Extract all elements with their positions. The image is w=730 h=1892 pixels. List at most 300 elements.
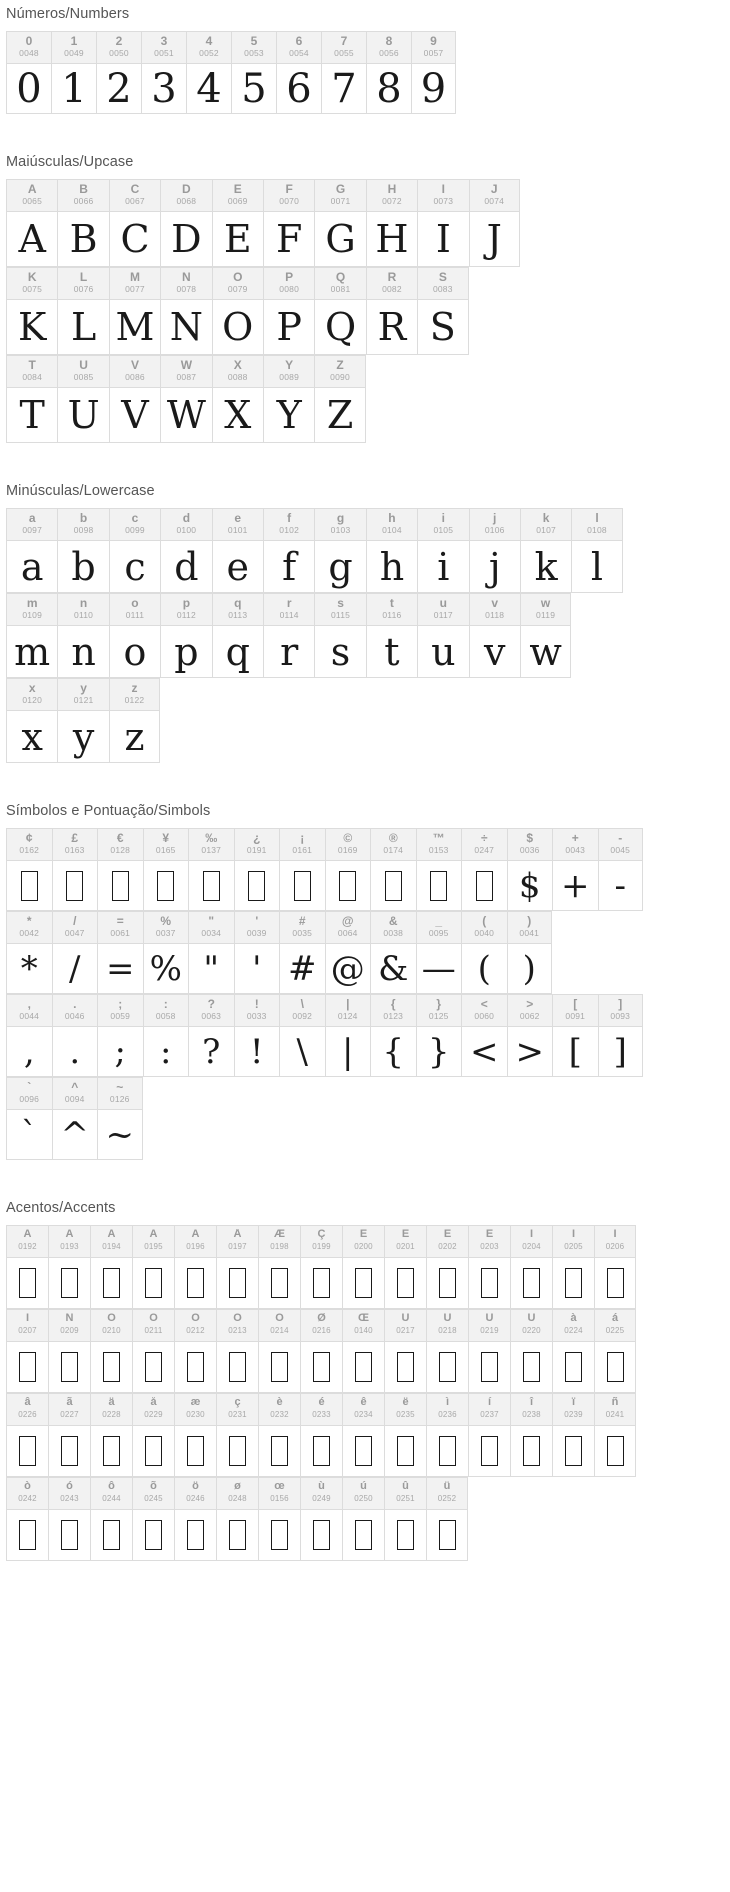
glyph-cell[interactable] [216, 1477, 258, 1561]
glyph-cell[interactable] [370, 994, 416, 1077]
glyph-cell[interactable] [234, 911, 280, 994]
glyph-cell[interactable] [314, 267, 365, 355]
glyph-code-label: 0102 [279, 526, 299, 535]
glyph-cell[interactable] [6, 1225, 48, 1309]
glyph-cell[interactable] [6, 31, 51, 114]
glyph-code-label: 0207 [18, 1327, 37, 1335]
glyph-header [144, 912, 189, 944]
glyph-cell[interactable] [96, 31, 141, 114]
glyph-code-label: 0055 [334, 49, 354, 58]
glyph-code-label: 0213 [228, 1327, 247, 1335]
section-spacer [0, 120, 730, 148]
glyph-cell[interactable] [520, 593, 571, 678]
missing-glyph-icon [523, 1352, 540, 1382]
glyph-preview [175, 1342, 216, 1392]
glyph-preview [7, 1426, 48, 1476]
glyph-character-label: @ [341, 915, 354, 928]
glyph-header [91, 1394, 132, 1426]
glyph-code-label: 0079 [227, 285, 248, 294]
glyph-code-label: 0098 [73, 526, 94, 535]
glyph-character-label: E [233, 183, 242, 196]
glyph-cell[interactable] [90, 1225, 132, 1309]
glyph-header [511, 1226, 552, 1258]
glyph-cell[interactable] [342, 1309, 384, 1393]
glyph-code-label: 0232 [270, 1411, 289, 1419]
glyph-header [469, 1310, 510, 1342]
glyph-preview: m [14, 629, 51, 674]
glyph-cell[interactable] [507, 994, 553, 1077]
glyph-cell[interactable] [314, 508, 365, 593]
glyph-preview [385, 1510, 426, 1560]
glyph-preview: S [429, 305, 456, 349]
glyph-cell[interactable] [52, 1077, 98, 1160]
glyph-cell[interactable] [594, 1393, 636, 1477]
glyph-cell[interactable] [300, 1225, 342, 1309]
glyph-character-label: í [487, 1397, 492, 1408]
glyph-cell[interactable] [109, 593, 160, 678]
glyph-cell[interactable] [188, 994, 234, 1077]
glyph-cell[interactable] [370, 828, 416, 911]
glyph-header [161, 268, 211, 300]
glyph-character-label: F [285, 183, 293, 196]
glyph-cell[interactable] [109, 179, 160, 267]
glyph-header [264, 594, 314, 626]
glyph-cell[interactable] [370, 911, 416, 994]
glyph-character-label: - [618, 832, 623, 845]
glyph-cell[interactable] [132, 1477, 174, 1561]
glyph-cell[interactable] [321, 31, 366, 114]
glyph-preview: \ [296, 1031, 308, 1072]
glyph-code-label: 0081 [330, 285, 351, 294]
glyph-code-label: 0046 [64, 1012, 85, 1021]
glyph-cell[interactable] [258, 1393, 300, 1477]
glyph-character-label: Ì [529, 1229, 534, 1240]
glyph-cell[interactable] [366, 179, 417, 267]
glyph-cell[interactable] [109, 508, 160, 593]
glyph-cell[interactable] [188, 828, 234, 911]
glyph-cell[interactable] [279, 828, 325, 911]
glyph-cell[interactable] [6, 828, 52, 911]
glyph-cell[interactable] [384, 1309, 426, 1393]
glyph-cell[interactable] [314, 355, 365, 443]
glyph-row [6, 1077, 730, 1160]
missing-glyph-icon [313, 1352, 330, 1382]
glyph-character-label: p [182, 597, 191, 610]
glyph-header [367, 180, 417, 212]
glyph-cell[interactable] [48, 1225, 90, 1309]
glyph-character-label: 5 [250, 35, 258, 48]
glyph-cell[interactable] [468, 1393, 510, 1477]
glyph-character-label: = [116, 915, 124, 928]
glyph-cell[interactable] [57, 179, 108, 267]
glyph-character-label: [ [573, 998, 578, 1011]
glyph-cell[interactable] [97, 994, 143, 1077]
glyph-cell[interactable] [426, 1393, 468, 1477]
glyph-code-label: 0093 [610, 1012, 631, 1021]
glyph-cell[interactable] [325, 828, 371, 911]
glyph-row [6, 911, 730, 994]
glyph-cell[interactable] [52, 994, 98, 1077]
glyph-cell[interactable] [188, 911, 234, 994]
glyph-preview [371, 861, 416, 910]
glyph-header [417, 995, 462, 1027]
glyph-cell[interactable] [6, 355, 57, 443]
glyph-cell[interactable] [109, 355, 160, 443]
glyph-cell[interactable] [469, 179, 520, 267]
glyph-cell[interactable] [48, 1393, 90, 1477]
glyph-cell[interactable] [417, 179, 468, 267]
glyph-header [469, 1394, 510, 1426]
glyph-code-label: 0104 [382, 526, 402, 535]
glyph-cell[interactable] [6, 1309, 48, 1393]
glyph-preview [98, 861, 143, 910]
glyph-cell[interactable] [174, 1477, 216, 1561]
glyph-cell[interactable] [212, 179, 263, 267]
glyph-character-label: Ë [485, 1229, 494, 1240]
glyph-cell[interactable] [314, 179, 365, 267]
glyph-code-label: 0119 [536, 611, 556, 620]
glyph-preview: L [70, 305, 97, 349]
glyph-preview [91, 1426, 132, 1476]
glyph-preview: E [223, 217, 252, 261]
glyph-character-label: K [27, 271, 37, 284]
glyph-cell[interactable] [263, 508, 314, 593]
glyph-cell[interactable] [6, 1077, 52, 1160]
glyph-cell[interactable] [57, 267, 108, 355]
glyph-character-label: € [116, 832, 124, 845]
glyph-header [418, 509, 468, 541]
glyph-cell[interactable] [300, 1309, 342, 1393]
glyph-cell[interactable] [258, 1309, 300, 1393]
glyph-code-label: 0120 [22, 696, 43, 705]
glyph-cell[interactable] [325, 911, 371, 994]
glyph-header [144, 829, 189, 861]
glyph-header [175, 1478, 216, 1510]
glyph-cell[interactable] [416, 828, 462, 911]
glyph-cell[interactable] [342, 1477, 384, 1561]
glyph-cell[interactable] [520, 508, 571, 593]
glyph-cell[interactable] [231, 31, 276, 114]
glyph-header [58, 268, 108, 300]
glyph-code-label: 0083 [432, 285, 453, 294]
glyph-cell[interactable] [571, 508, 622, 593]
glyph-cell[interactable] [57, 593, 108, 678]
glyph-code-label: 0111 [125, 611, 145, 620]
glyph-cell[interactable] [276, 31, 321, 114]
glyph-cell[interactable] [57, 678, 108, 763]
glyph-cell[interactable] [552, 1309, 594, 1393]
glyph-cell[interactable] [552, 1393, 594, 1477]
glyph-cell[interactable] [417, 508, 468, 593]
glyph-code-label: 0247 [474, 846, 495, 855]
glyph-character-label: ã [66, 1397, 73, 1408]
glyph-cell[interactable] [342, 1225, 384, 1309]
glyph-cell[interactable] [132, 1309, 174, 1393]
glyph-cell[interactable] [160, 179, 211, 267]
glyph-cell[interactable] [416, 911, 462, 994]
glyph-cell[interactable] [507, 828, 553, 911]
glyph-cell[interactable] [263, 267, 314, 355]
glyph-cell[interactable] [510, 1225, 552, 1309]
glyph-preview: P [276, 305, 302, 349]
glyph-preview: N [169, 305, 203, 349]
glyph-cell[interactable] [109, 267, 160, 355]
missing-glyph-icon [476, 871, 493, 901]
glyph-character-label: Ñ [65, 1313, 74, 1324]
missing-glyph-icon [229, 1436, 246, 1466]
glyph-header [232, 32, 276, 64]
glyph-code-label: 0231 [228, 1411, 247, 1419]
glyph-preview: u [431, 629, 456, 674]
glyph-character-label: N [182, 271, 191, 284]
glyph-cell[interactable] [279, 994, 325, 1077]
glyph-cell[interactable] [6, 508, 57, 593]
glyph-preview [469, 1426, 510, 1476]
glyph-header [371, 995, 416, 1027]
glyph-cell[interactable] [51, 31, 96, 114]
glyph-character-label: S [438, 271, 447, 284]
section-upcase [0, 148, 730, 443]
glyph-header [7, 912, 52, 944]
glyph-header [595, 1310, 635, 1342]
glyph-cell[interactable] [469, 508, 520, 593]
glyph-cell[interactable] [417, 267, 468, 355]
missing-glyph-icon [339, 871, 356, 901]
glyph-character-label: M [129, 271, 140, 284]
glyph-cell[interactable] [174, 1225, 216, 1309]
glyph-cell[interactable] [594, 1309, 636, 1393]
glyph-header [49, 1310, 90, 1342]
glyph-preview [326, 861, 371, 910]
glyph-cell[interactable] [143, 994, 189, 1077]
glyph-cell[interactable] [366, 267, 417, 355]
glyph-cell[interactable] [90, 1477, 132, 1561]
glyph-cell[interactable] [52, 828, 98, 911]
glyph-cell[interactable] [314, 593, 365, 678]
glyph-header [280, 912, 325, 944]
glyph-cell[interactable] [468, 1225, 510, 1309]
glyph-cell[interactable] [6, 994, 52, 1077]
missing-glyph-icon [565, 1352, 582, 1382]
missing-glyph-icon [145, 1436, 162, 1466]
glyph-cell[interactable] [384, 1393, 426, 1477]
glyph-cell[interactable] [594, 1225, 636, 1309]
glyph-preview [595, 1258, 635, 1308]
glyph-preview: T [19, 393, 45, 437]
glyph-cell[interactable] [258, 1225, 300, 1309]
glyph-character-label: / [73, 915, 77, 928]
glyph-cell[interactable] [160, 508, 211, 593]
glyph-cell[interactable] [6, 267, 57, 355]
glyph-grid [6, 179, 730, 443]
glyph-cell[interactable] [174, 1309, 216, 1393]
glyph-code-label: 0113 [228, 611, 248, 620]
glyph-cell[interactable] [384, 1225, 426, 1309]
glyph-cell[interactable] [216, 1393, 258, 1477]
glyph-preview: 4 [196, 65, 222, 112]
glyph-cell[interactable] [212, 508, 263, 593]
glyph-cell[interactable] [325, 994, 371, 1077]
missing-glyph-icon [607, 1352, 624, 1382]
glyph-character-label: ? [207, 998, 215, 1011]
glyph-cell[interactable] [57, 355, 108, 443]
glyph-cell[interactable] [216, 1309, 258, 1393]
missing-glyph-icon [565, 1436, 582, 1466]
glyph-code-label: 0090 [330, 373, 350, 382]
glyph-cell[interactable] [263, 179, 314, 267]
glyph-preview: - [614, 865, 626, 906]
glyph-header [326, 995, 371, 1027]
glyph-character-label: | [346, 998, 350, 1011]
glyph-cell[interactable] [552, 1225, 594, 1309]
glyph-cell[interactable] [6, 593, 57, 678]
glyph-cell[interactable] [90, 1393, 132, 1477]
glyph-header [301, 1394, 342, 1426]
glyph-cell[interactable] [366, 508, 417, 593]
glyph-header [595, 1226, 635, 1258]
glyph-preview: z [124, 714, 145, 759]
glyph-grid [6, 508, 730, 763]
glyph-preview: ; [114, 1031, 126, 1072]
glyph-cell[interactable] [279, 911, 325, 994]
glyph-cell[interactable] [160, 593, 211, 678]
glyph-cell[interactable] [212, 355, 263, 443]
glyph-preview: f [282, 544, 297, 589]
glyph-cell[interactable] [507, 911, 553, 994]
glyph-cell[interactable] [52, 911, 98, 994]
glyph-cell[interactable] [258, 1477, 300, 1561]
glyph-preview: R [377, 305, 407, 349]
glyph-character-label: Q [335, 271, 346, 284]
glyph-cell[interactable] [212, 593, 263, 678]
glyph-code-label: 0214 [270, 1327, 289, 1335]
glyph-cell[interactable] [417, 593, 468, 678]
glyph-cell[interactable] [160, 267, 211, 355]
glyph-character-label: 2 [115, 35, 123, 48]
glyph-header [367, 594, 417, 626]
glyph-preview [53, 861, 98, 910]
glyph-code-label: 0109 [22, 611, 43, 620]
glyph-cell[interactable] [469, 593, 520, 678]
glyph-character-label: $ [526, 832, 534, 845]
glyph-character-label: b [79, 512, 88, 525]
glyph-cell[interactable] [510, 1393, 552, 1477]
glyph-cell[interactable] [300, 1477, 342, 1561]
glyph-header [187, 32, 231, 64]
glyph-cell[interactable] [97, 828, 143, 911]
glyph-cell[interactable] [300, 1393, 342, 1477]
glyph-preview [217, 1342, 258, 1392]
glyph-cell[interactable] [426, 1225, 468, 1309]
glyph-cell[interactable] [552, 828, 598, 911]
glyph-code-label: 0100 [176, 526, 197, 535]
glyph-code-label: 0066 [73, 197, 94, 206]
glyph-cell[interactable] [97, 911, 143, 994]
glyph-cell[interactable] [97, 1077, 143, 1160]
glyph-cell[interactable] [234, 994, 280, 1077]
glyph-preview: H [375, 217, 409, 261]
glyph-cell[interactable] [109, 678, 160, 763]
glyph-grid [6, 31, 730, 114]
glyph-cell[interactable] [510, 1309, 552, 1393]
glyph-cell[interactable] [426, 1309, 468, 1393]
glyph-cell[interactable] [461, 911, 507, 994]
missing-glyph-icon [313, 1436, 330, 1466]
glyph-header [91, 1478, 132, 1510]
glyph-character-label: ] [618, 998, 623, 1011]
glyph-cell[interactable] [212, 267, 263, 355]
glyph-preview: q [225, 629, 250, 674]
glyph-cell[interactable] [598, 994, 644, 1077]
glyph-code-label: 0065 [22, 197, 43, 206]
glyph-cell[interactable] [411, 31, 456, 114]
glyph-character-label: w [540, 597, 551, 610]
glyph-cell[interactable] [6, 179, 57, 267]
glyph-preview: A [18, 217, 46, 261]
glyph-cell[interactable] [186, 31, 231, 114]
glyph-preview: " [203, 948, 220, 989]
glyph-cell[interactable] [552, 994, 598, 1077]
glyph-cell[interactable] [216, 1225, 258, 1309]
glyph-header [264, 356, 314, 388]
glyph-cell[interactable] [461, 828, 507, 911]
glyph-cell[interactable] [174, 1393, 216, 1477]
glyph-character-label: y [80, 682, 87, 695]
glyph-cell[interactable] [342, 1393, 384, 1477]
missing-glyph-icon [355, 1436, 372, 1466]
glyph-code-label: 0196 [186, 1243, 205, 1251]
glyph-character-label: ` [27, 1081, 32, 1094]
glyph-header [280, 995, 325, 1027]
glyph-cell[interactable] [143, 828, 189, 911]
glyph-cell[interactable] [48, 1477, 90, 1561]
glyph-cell[interactable] [384, 1477, 426, 1561]
glyph-code-label: 0204 [522, 1243, 541, 1251]
glyph-cell[interactable] [57, 508, 108, 593]
glyph-cell[interactable] [132, 1225, 174, 1309]
glyph-cell[interactable] [416, 994, 462, 1077]
glyph-cell[interactable] [141, 31, 186, 114]
glyph-cell[interactable] [468, 1309, 510, 1393]
glyph-cell[interactable] [263, 593, 314, 678]
glyph-cell[interactable] [426, 1477, 468, 1561]
glyph-cell[interactable] [461, 994, 507, 1077]
glyph-cell[interactable] [366, 593, 417, 678]
glyph-cell[interactable] [6, 1477, 48, 1561]
glyph-cell[interactable] [160, 355, 211, 443]
glyph-cell[interactable] [6, 1393, 48, 1477]
missing-glyph-icon [439, 1436, 456, 1466]
glyph-code-label: 0034 [201, 929, 222, 938]
glyph-cell[interactable] [6, 911, 52, 994]
glyph-character-label: L [79, 271, 88, 284]
glyph-cell[interactable] [6, 678, 57, 763]
glyph-preview: i [437, 544, 450, 589]
glyph-preview: W [166, 393, 206, 437]
glyph-cell[interactable] [48, 1309, 90, 1393]
glyph-cell[interactable] [366, 31, 411, 114]
glyph-preview [133, 1342, 174, 1392]
glyph-header [264, 268, 314, 300]
glyph-cell[interactable] [132, 1393, 174, 1477]
glyph-cell[interactable] [143, 911, 189, 994]
glyph-preview: j [488, 544, 501, 589]
glyph-cell[interactable] [234, 828, 280, 911]
glyph-cell[interactable] [598, 828, 644, 911]
glyph-header [322, 32, 366, 64]
glyph-cell[interactable] [263, 355, 314, 443]
glyph-cell[interactable] [90, 1309, 132, 1393]
